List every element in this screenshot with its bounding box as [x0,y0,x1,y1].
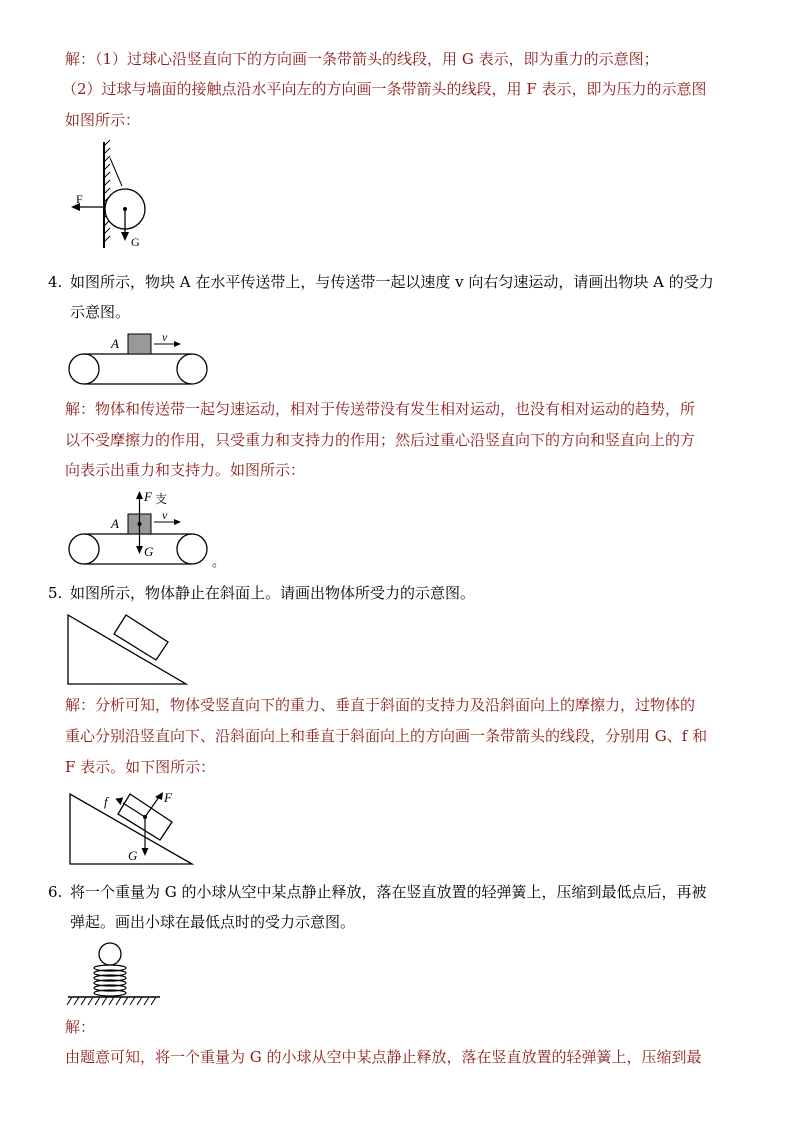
q5-sol-line-1: 解：分析可知，物体受竖直向下的重力、垂直于斜面的支持力及沿斜面向上的摩擦力，过物体的 [65,696,696,714]
q4-number: 4. [48,273,63,291]
q4-sol-f-sub: 支 [155,492,168,506]
q4-line-1: 如图所示，物块 A 在水平传送带上，与传送带一起以速度 v 向右匀速运动，请画出物块 A 的受力 [70,273,714,291]
q4-line-2: 示意图。 [70,303,131,321]
q4-block-label: A [111,336,119,351]
sol3-line-3: 如图所示： [65,111,141,129]
q5-line-1: 如图所示，物体静止在斜面上。请画出物体所受力的示意图。 [70,584,476,602]
q4-sol-g-label: G [144,544,154,559]
q5-sol-line-3: F 表示。如下图所示： [65,758,216,776]
incline-figure [66,612,192,688]
q5-sol-normal-label: F [164,790,172,805]
q4-sol-line-2: 以不受摩擦力的作用，只受重力和支持力的作用；然后过重心沿竖直向下的方向和竖直向上的方 [65,431,696,449]
q4-sol-trailing: 。 [212,554,226,569]
q6-line-1: 将一个重量为 G 的小球从空中某点静止释放，落在竖直放置的轻弹簧上，压缩到最低点后，再被 [70,883,707,901]
fig3-f-label: F [76,192,83,206]
conveyor-figure [64,330,214,388]
q6-sol-line-1: 由题意可知，将一个重量为 G 的小球从空中某点静止释放，落在竖直放置的轻弹簧上，压缩到最 [65,1048,702,1066]
q4-sol-v-label: v [162,508,168,522]
conveyor-solution-figure [64,486,234,570]
q6-number: 6. [48,883,63,901]
q6-sol-head: 解： [65,1018,96,1036]
fig3-g-label: G [131,235,140,249]
q5-number: 5. [48,584,63,602]
q5-sol-g-label: G [128,848,138,863]
q4-sol-block-label: A [111,516,119,531]
q5-sol-line-2: 重心分别沿竖直向下、沿斜面向上和垂直于斜面向上的方向画一条带箭头的线段，分别用 G、f 和 [65,727,708,745]
sol3-line-2: （2）过球与墙面的接触点沿水平向左的方向画一条带箭头的线段，用 F 表示，即为压力的示意图 [62,80,707,98]
q5-sol-fric-label: f [104,794,108,809]
spring-ball-figure [66,940,166,1010]
q4-sol-f-label: F [144,489,152,504]
q4-v-label: v [162,330,168,344]
incline-solution-figure [66,786,196,868]
q4-sol-line-3: 向表示出重力和支持力。如图所示： [65,461,306,479]
q6-line-2: 弹起。画出小球在最低点时的受力示意图。 [70,913,356,931]
wall-ball-figure [60,138,160,258]
sol3-line-1: 解：（1）过球心沿竖直向下的方向画一条带箭头的线段，用 G 表示，即为重力的示意图； [65,50,659,68]
q4-sol-line-1: 解：物体和传送带一起匀速运动，相对于传送带没有发生相对运动，也没有相对运动的趋势，所 [65,400,696,418]
